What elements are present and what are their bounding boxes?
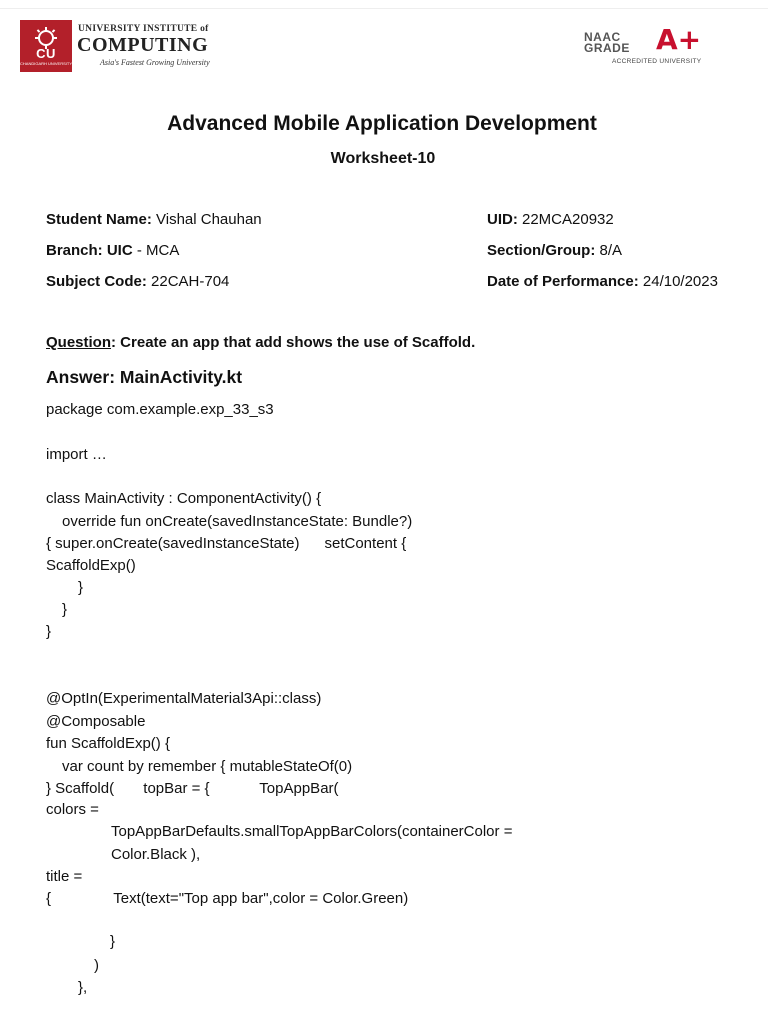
question-text: : Create an app that add shows the use of Scaffold. bbox=[111, 334, 476, 351]
code-line: ) bbox=[94, 957, 99, 974]
student-name-label: Student Name: bbox=[46, 211, 152, 228]
branch-value: - MCA bbox=[132, 242, 180, 259]
code-line: } Scaffold( topBar = { TopAppBar( bbox=[46, 780, 339, 797]
code-line: @OptIn(ExperimentalMaterial3Api::class) bbox=[46, 690, 322, 707]
code-line: { super.onCreate(savedInstanceState) setContent { bbox=[46, 535, 407, 552]
cu-badge bbox=[20, 20, 72, 72]
logo-institute-line: UNIVERSITY INSTITUTE of bbox=[78, 24, 209, 34]
code-line: override fun onCreate(savedInstanceState: Bundle?) bbox=[62, 513, 413, 530]
date-value: 24/10/2023 bbox=[638, 273, 718, 290]
uid-field bbox=[487, 211, 614, 228]
logo-computing-line: COMPUTING bbox=[77, 34, 209, 56]
code-line: class MainActivity : ComponentActivity() { bbox=[46, 490, 322, 507]
code-line: package com.example.exp_33_s3 bbox=[46, 401, 274, 418]
uid-label: UID: bbox=[487, 211, 518, 228]
code-line: } bbox=[62, 601, 68, 618]
branch-label: Branch: UIC bbox=[46, 242, 133, 259]
date-field bbox=[487, 273, 718, 290]
naac-label: NAAC bbox=[584, 30, 621, 44]
code-line: Color.Black ), bbox=[111, 846, 201, 863]
code-line: ScaffoldExp() bbox=[46, 557, 136, 574]
code-line: }, bbox=[78, 979, 88, 996]
code-line: TopAppBarDefaults.smallTopAppBarColors(containerColor = bbox=[111, 823, 513, 840]
section-value: 8/A bbox=[595, 242, 623, 259]
code-line: title = bbox=[46, 868, 83, 885]
naac-grade-label: GRADE bbox=[584, 41, 630, 55]
naac-accreditation: ACCREDITED UNIVERSITY bbox=[612, 58, 702, 65]
cu-badge-letters: CU bbox=[36, 46, 56, 61]
date-label: Date of Performance: bbox=[487, 273, 639, 290]
page-top-rule bbox=[0, 8, 768, 9]
university-logo bbox=[20, 20, 260, 74]
code-line: { Text(text="Top app bar",color = Color.Green) bbox=[46, 890, 409, 907]
branch-field bbox=[46, 242, 179, 259]
code-line: } bbox=[78, 579, 84, 596]
code-line: fun ScaffoldExp() { bbox=[46, 735, 170, 752]
student-name-value: Vishal Chauhan bbox=[151, 211, 262, 228]
code-line: import … bbox=[46, 446, 107, 463]
question-label: Question bbox=[46, 334, 112, 351]
subject-code-field bbox=[46, 273, 229, 290]
code-line: } bbox=[110, 933, 116, 950]
code-line: colors = bbox=[46, 801, 99, 818]
document-title: Advanced Mobile Application Development bbox=[167, 112, 597, 135]
code-line: } bbox=[46, 623, 52, 640]
section-label: Section/Group: bbox=[487, 242, 596, 259]
cu-badge-subtext: CHANDIGARH UNIVERSITY bbox=[20, 61, 73, 66]
document-subtitle: Worksheet-10 bbox=[330, 150, 436, 167]
naac-grade-value: A+ bbox=[656, 23, 702, 56]
code-line: var count by remember { mutableStateOf(0) bbox=[62, 758, 353, 775]
subject-code-value: 22CAH-704 bbox=[146, 273, 230, 290]
student-name-field bbox=[46, 211, 262, 228]
naac-text bbox=[584, 32, 630, 54]
section-field bbox=[487, 242, 622, 259]
naac-logo bbox=[584, 23, 714, 72]
subject-code-label: Subject Code: bbox=[46, 273, 147, 290]
uid-value: 22MCA20932 bbox=[517, 211, 614, 228]
question-line bbox=[46, 334, 475, 351]
answer-heading: Answer: MainActivity.kt bbox=[46, 367, 243, 387]
logo-tagline: Asia's Fastest Growing University bbox=[100, 58, 210, 67]
code-line: @Composable bbox=[46, 713, 146, 730]
